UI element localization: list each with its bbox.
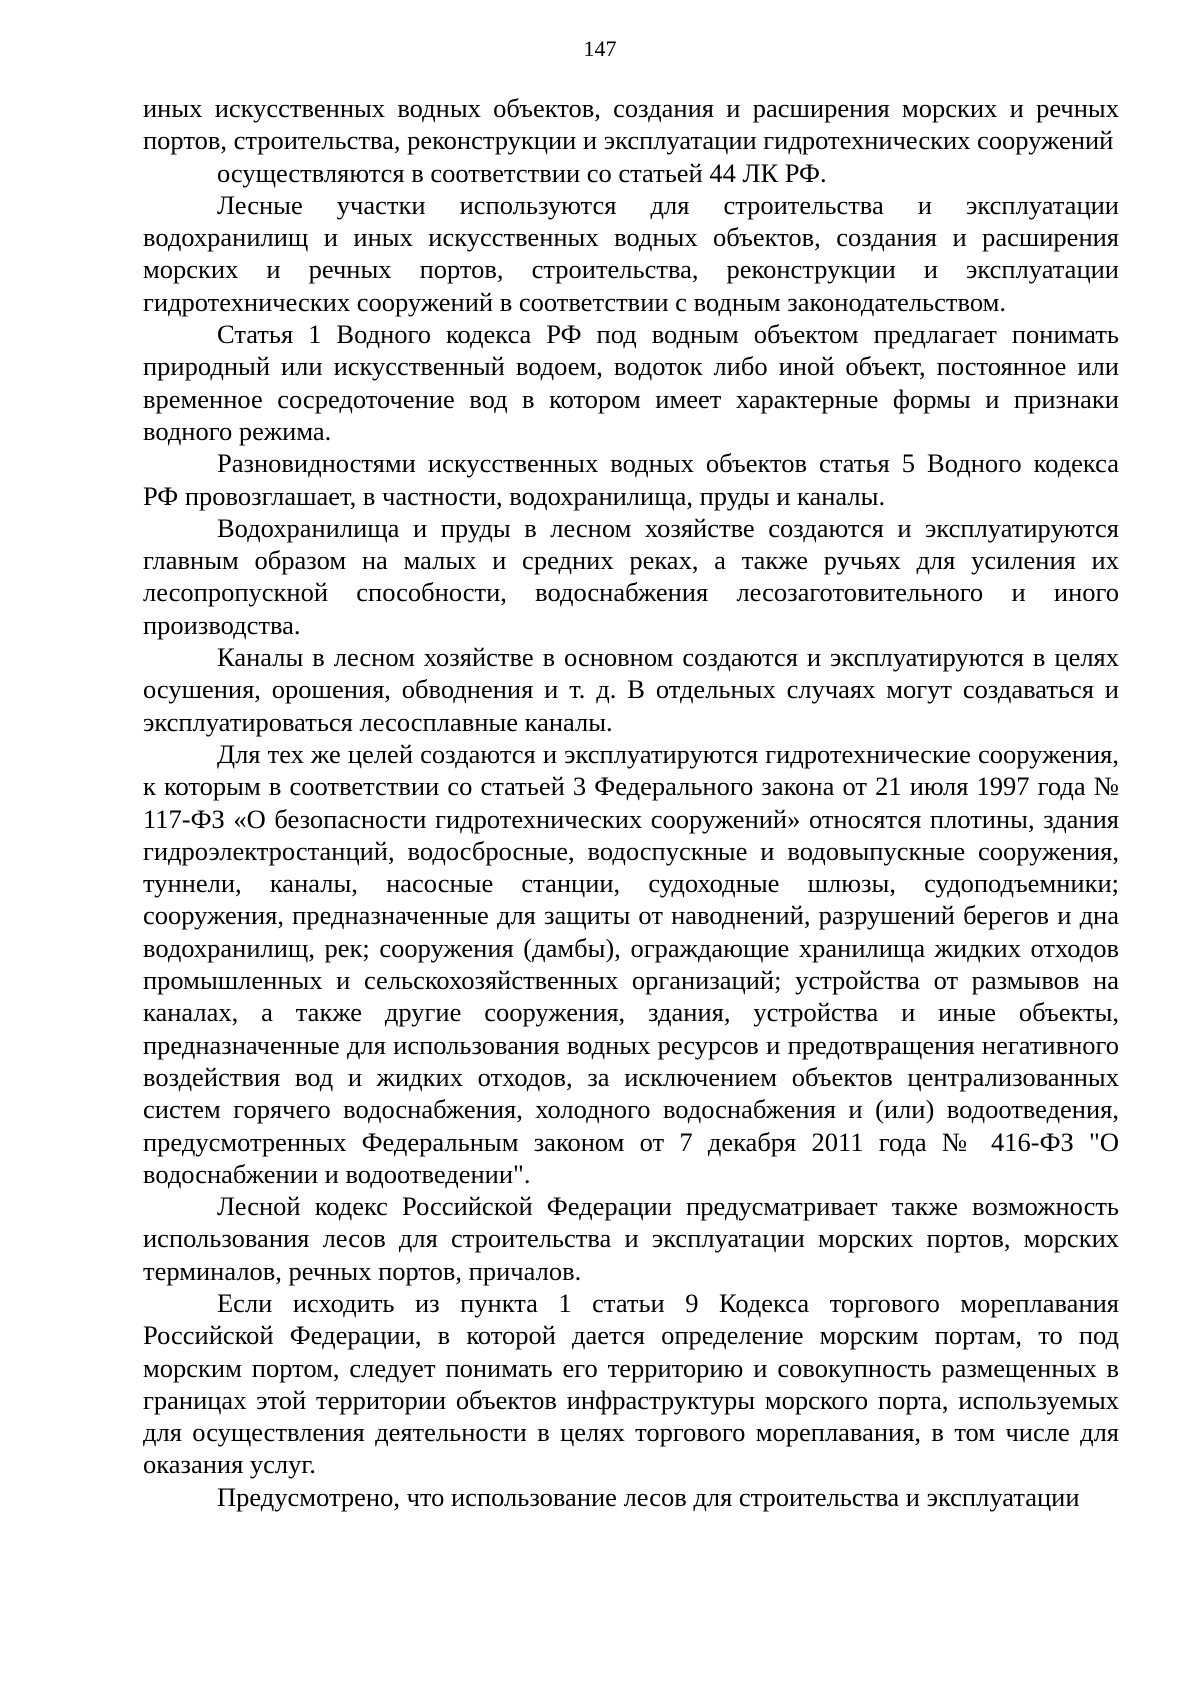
paragraph-3: Лесные участки используются для строительства и эксплуатации водохранилищ и иных искусственных водных объектов, создания и расширения морских и речных портов, строительства, реконструкции и эксплуатации гидротехнических сооружений в соответствии с водным законодательством.	[143, 189, 1119, 317]
paragraph-2: осуществляются в соответствии со статьей 44 ЛК РФ.	[217, 157, 827, 188]
paragraph-8: Для тех же целей создаются и эксплуатируются гидротехнические сооружения, к которым в соответствии со статьей 3 Федерального закона от 21 июля 1997 года № 117-ФЗ «О безопасности гидротехнических сооружений» относятся плотины, здания гидроэлектростанций, водосбросные, водоспускные и водовыпускные сооружения, туннели, каналы, насосные станции, судоходные шлюзы, судоподъемники; сооружения, предназначенные для защиты от наводнений, разрушений берегов и дна водохранилищ, рек; сооружения (дамбы), ограждающие хранилища жидких отходов промышленных и сельскохозяйственных организаций; устройства от размывов на каналах, а также другие сооружения, здания, устройства и иные объекты, предназначенные для использования водных ресурсов и предотвращения негативного воздействия вод и жидких отходов, за исключением объектов централизованных систем горячего водоснабжения, холодного водоснабжения и (или) водоотведения, предусмотренных Федеральным законом от 7 декабря 2011 года № 416-ФЗ "О водоснабжении и водоотведении".	[143, 738, 1119, 1189]
paragraph-4: Статья 1 Водного кодекса РФ под водным объектом предлагает понимать природный или искусственный водоем, водоток либо иной объект, постоянное или временное сосредоточение вод в котором имеет характерные формы и признаки водного режима.	[143, 319, 1119, 446]
paragraph-1: иных искусственных водных объектов, создания и расширения морских и речных портов, строительства, реконструкции и эксплуатации гидротехнических сооружений	[143, 93, 1119, 156]
body-text	[143, 92, 1119, 1513]
paragraph-9: Лесной кодекс Российской Федерации предусматривает также возможность использования лесов для строительства и эксплуатации морских портов, морских терминалов, речных портов, причалов.	[143, 1191, 1119, 1286]
page-number: 147	[583, 36, 617, 61]
paragraph-7: Каналы в лесном хозяйстве в основном создаются и эксплуатируются в целях осушения, орошения, обводнения и т. д. В отдельных случаях могут создаваться и эксплуатироваться лесосплавные каналы.	[143, 642, 1119, 737]
paragraph-11: Предусмотрено, что использование лесов для строительства и эксплуатации	[217, 1481, 1080, 1512]
paragraph-6: Водохранилища и пруды в лесном хозяйстве создаются и эксплуатируются главным образом на малых и средних реках, а также ручьях для усиления их лесопропускной способности, водоснабжения лесозаготовительного и иного производства.	[143, 512, 1119, 640]
paragraph-10: Если исходить из пункта 1 статьи 9 Кодекса торгового мореплавания Российской Федерации, в которой дается определение морским портам, то под морским портом, следует понимать его территорию и совокупность размещенных в границах этой территории объектов инфраструктуры морского порта, используемых для осуществления деятельности в целях торгового мореплавания, в том числе для оказания услуг.	[143, 1287, 1119, 1480]
paragraph-5: Разновидностями искусственных водных объектов статья 5 Водного кодекса РФ провозглашает, в частности, водохранилища, пруды и каналы.	[143, 448, 1119, 511]
